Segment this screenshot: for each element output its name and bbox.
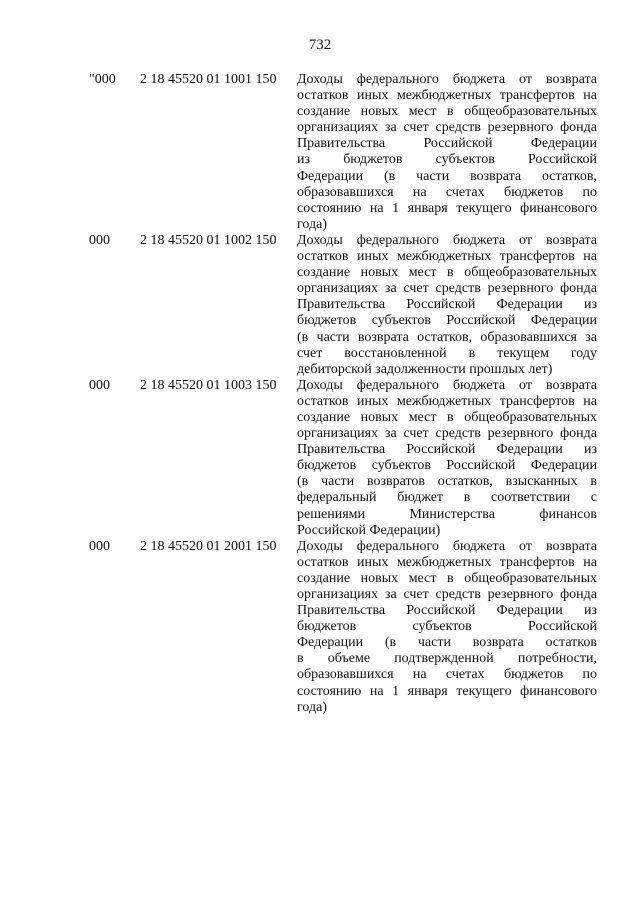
description-line: дебиторской задолженности прошлых лет)	[297, 361, 553, 377]
admin-code: 000	[89, 538, 110, 554]
description-line: остатков иных межбюджетных трансфертов на	[297, 554, 597, 570]
income-description	[297, 233, 597, 378]
description-line: остатков иных межбюджетных трансфертов на	[297, 88, 597, 104]
table-row	[0, 233, 640, 378]
description-line: (в части возврата остатков, образовавшихся за	[297, 329, 597, 345]
description-line: создание новых мест в общеобразовательных	[297, 104, 597, 120]
admin-code: 000	[89, 377, 110, 393]
description-line: года)	[297, 216, 327, 232]
description-line: в объеме подтвержденной потребности,	[297, 651, 597, 667]
description-line: федеральный бюджет в соответствии с	[297, 490, 597, 506]
description-line: (в части возвратов остатков, взысканных в	[297, 474, 597, 490]
income-description	[297, 72, 597, 233]
description-line: организациях за счет средств резервного фонда	[297, 281, 597, 297]
description-line: Доходы федерального бюджета от возврата	[297, 72, 597, 87]
admin-code: "000	[89, 72, 116, 87]
description-line: создание новых мест в общеобразовательных	[297, 265, 597, 281]
income-description	[297, 378, 597, 539]
description-line: бюджетов субъектов Российской	[297, 619, 597, 635]
description-line: состоянию на 1 января текущего финансового	[297, 683, 597, 699]
description-line: Федерации (в части возврата остатков,	[297, 168, 597, 184]
budget-code-table	[0, 72, 640, 716]
description-line: Федерации (в части возврата остатков	[297, 635, 597, 651]
budget-classification-code: 2 18 45520 01 1001 150	[140, 72, 277, 87]
description-line: остатков иных межбюджетных трансфертов на	[297, 393, 597, 409]
description-line: Доходы федерального бюджета от возврата	[297, 232, 597, 248]
page-number: 732	[308, 37, 332, 53]
budget-classification-code: 2 18 45520 01 1003 150	[140, 377, 277, 393]
table-row	[0, 539, 640, 716]
budget-classification-code: 2 18 45520 01 2001 150	[140, 538, 277, 554]
budget-classification-code: 2 18 45520 01 1002 150	[140, 232, 277, 248]
description-line: счет восстановленной в текущем году	[297, 345, 597, 361]
description-line: Правительства Российской Федерации из	[297, 297, 597, 313]
description-line: из бюджетов субъектов Российской	[297, 152, 597, 168]
description-line: создание новых мест в общеобразовательных	[297, 409, 597, 425]
description-line: решениями Министерства финансов	[297, 506, 597, 522]
income-description	[297, 539, 597, 716]
description-line: организациях за счет средств резервного фонда	[297, 426, 597, 442]
description-line: Правительства Российской Федерации	[297, 136, 597, 152]
description-line: года)	[297, 699, 327, 715]
admin-code: 000	[89, 232, 110, 248]
description-line: Доходы федерального бюджета от возврата	[297, 377, 597, 393]
description-line: Доходы федерального бюджета от возврата	[297, 538, 597, 554]
description-line: бюджетов субъектов Российской Федерации	[297, 313, 597, 329]
description-line: Российской Федерации)	[297, 522, 441, 538]
description-line: бюджетов субъектов Российской Федерации	[297, 458, 597, 474]
description-line: организациях за счет средств резервного фонда	[297, 120, 597, 136]
description-line: состоянию на 1 января текущего финансового	[297, 200, 597, 216]
table-row	[0, 378, 640, 539]
description-line: образовавшихся на счетах бюджетов по	[297, 184, 597, 200]
description-line: создание новых мест в общеобразовательных	[297, 570, 597, 586]
description-line: Правительства Российской Федерации из	[297, 603, 597, 619]
description-line: Правительства Российской Федерации из	[297, 442, 597, 458]
description-line: организациях за счет средств резервного фонда	[297, 587, 597, 602]
table-row	[0, 72, 640, 233]
description-line: образовавшихся на счетах бюджетов по	[297, 667, 597, 683]
description-line: остатков иных межбюджетных трансфертов на	[297, 249, 597, 265]
